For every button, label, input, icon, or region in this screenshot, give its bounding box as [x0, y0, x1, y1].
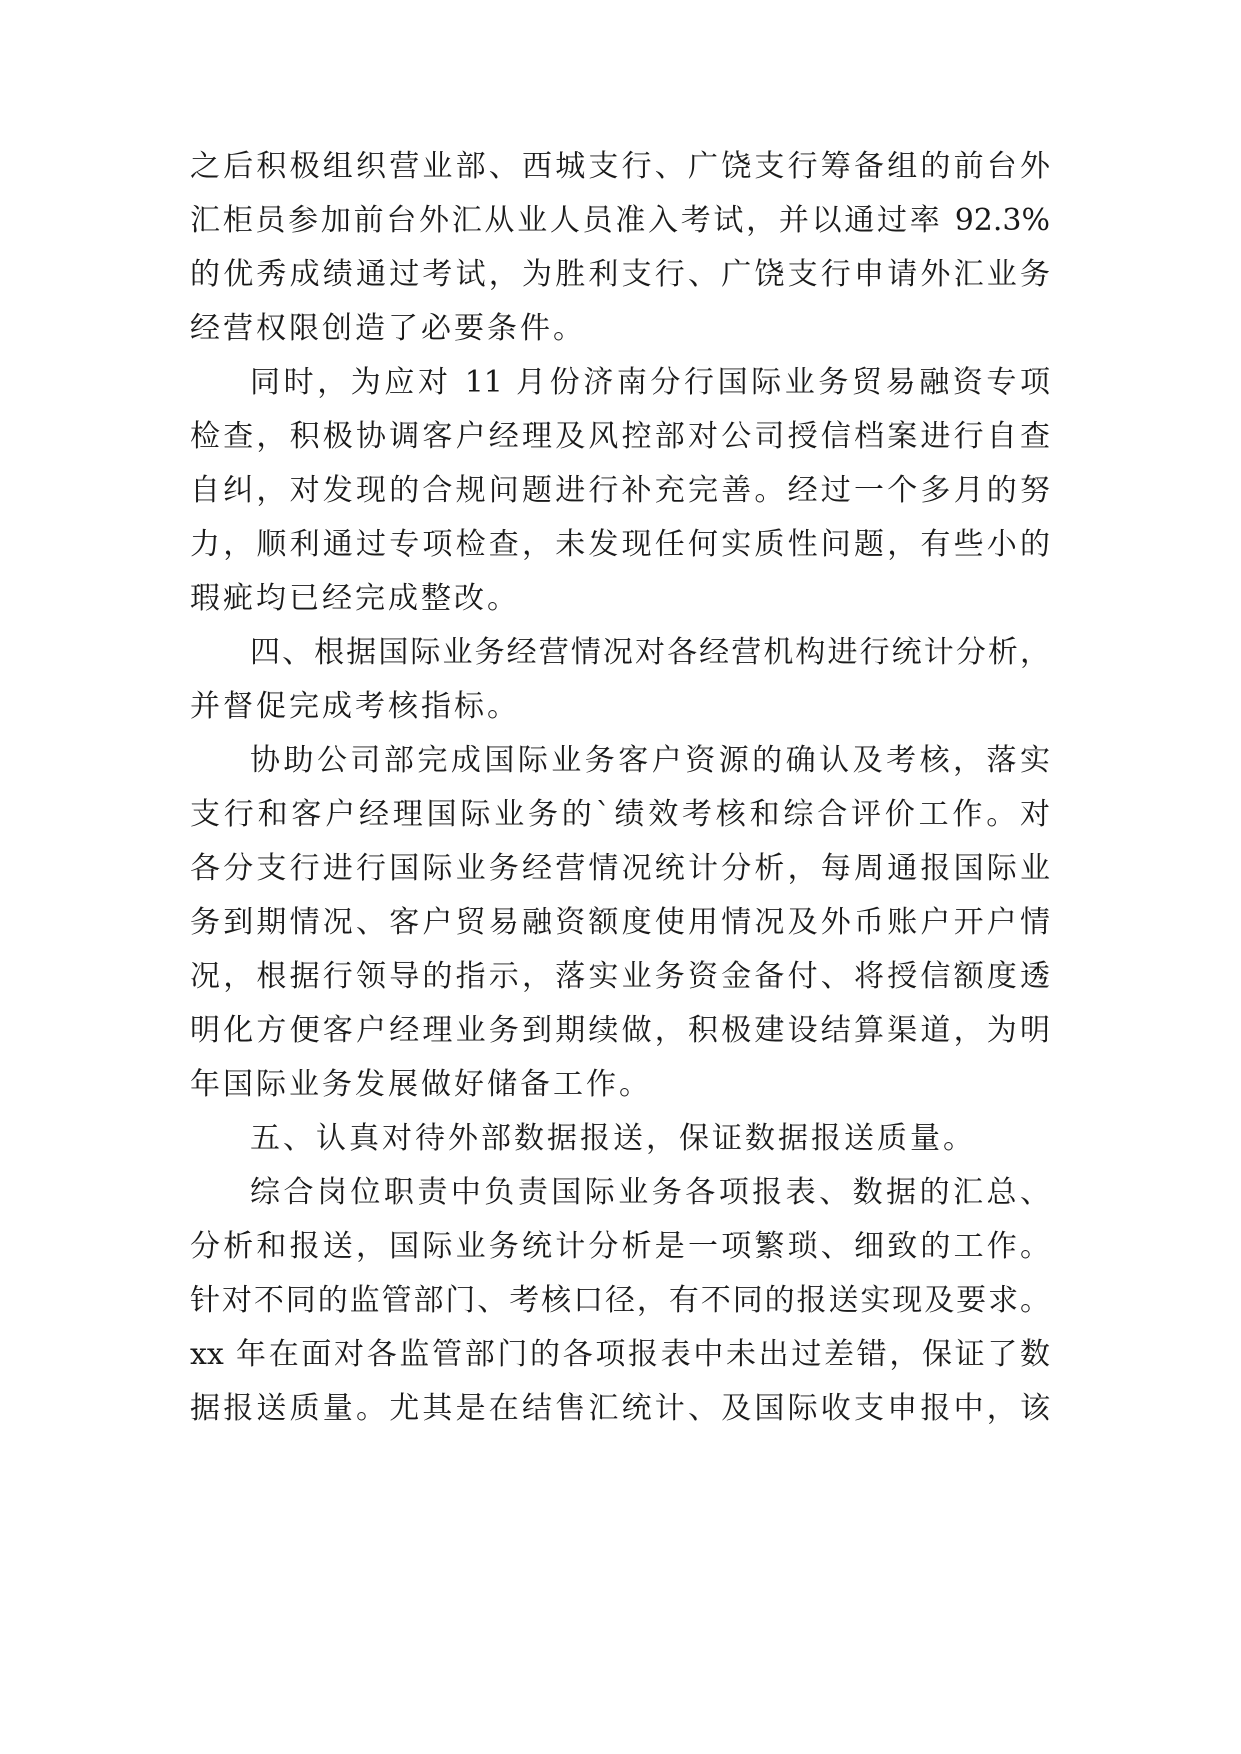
text-line: 明化方便客户经理业务到期续做，积极建设结算渠道，为明 [190, 1013, 1050, 1048]
text-line: 各分支行进行国际业务经营情况统计分析，每周通报国际业 [190, 851, 1050, 886]
text-line: 检查，积极协调客户经理及风控部对公司授信档案进行自查 [190, 419, 1050, 454]
text-line: 针对不同的监管部门、考核口径，有不同的报送实现及要求。 [190, 1283, 1050, 1318]
section-heading: 四、根据国际业务经营情况对各经营机构进行统计分析， [250, 635, 1050, 670]
text-line: 之后积极组织营业部、西城支行、广饶支行筹备组的前台外 [190, 149, 1050, 184]
text-line: xx 年在面对各监管部门的各项报表中未出过差错，保证了数 [190, 1337, 1050, 1372]
text-line: 汇柜员参加前台外汇从业人员准入考试，并以通过率 92.3% [190, 203, 1050, 238]
paragraph-first-line: 同时，为应对 11 月份济南分行国际业务贸易融资专项 [250, 365, 1050, 400]
paragraph-first-line: 综合岗位职责中负责国际业务各项报表、数据的汇总、 [250, 1175, 1050, 1210]
section-heading: 五、认真对待外部数据报送，保证数据报送质量。 [250, 1121, 976, 1156]
text-line: 分析和报送，国际业务统计分析是一项繁琐、细致的工作。 [190, 1229, 1050, 1264]
text-line: 年国际业务发展做好储备工作。 [190, 1067, 652, 1102]
paragraph-first-line: 协助公司部完成国际业务客户资源的确认及考核，落实 [250, 743, 1050, 778]
text-line: 自纠，对发现的合规问题进行补充完善。经过一个多月的努 [190, 473, 1050, 508]
text-line: 瑕疵均已经完成整改。 [190, 581, 520, 616]
text-line: 经营权限创造了必要条件。 [190, 311, 586, 346]
text-line: 况，根据行领导的指示，落实业务资金备付、将授信额度透 [190, 959, 1050, 994]
text-line: 务到期情况、客户贸易融资额度使用情况及外币账户开户情 [190, 905, 1050, 940]
text-line: 支行和客户经理国际业务的`绩效考核和综合评价工作。对 [190, 797, 1050, 832]
text-line: 力，顺利通过专项检查，未发现任何实质性问题，有些小的 [190, 527, 1050, 562]
text-line: 的优秀成绩通过考试，为胜利支行、广饶支行申请外汇业务 [190, 257, 1050, 292]
text-line: 据报送质量。尤其是在结售汇统计、及国际收支申报中，该 [190, 1391, 1050, 1426]
section-heading-cont: 并督促完成考核指标。 [190, 689, 520, 724]
